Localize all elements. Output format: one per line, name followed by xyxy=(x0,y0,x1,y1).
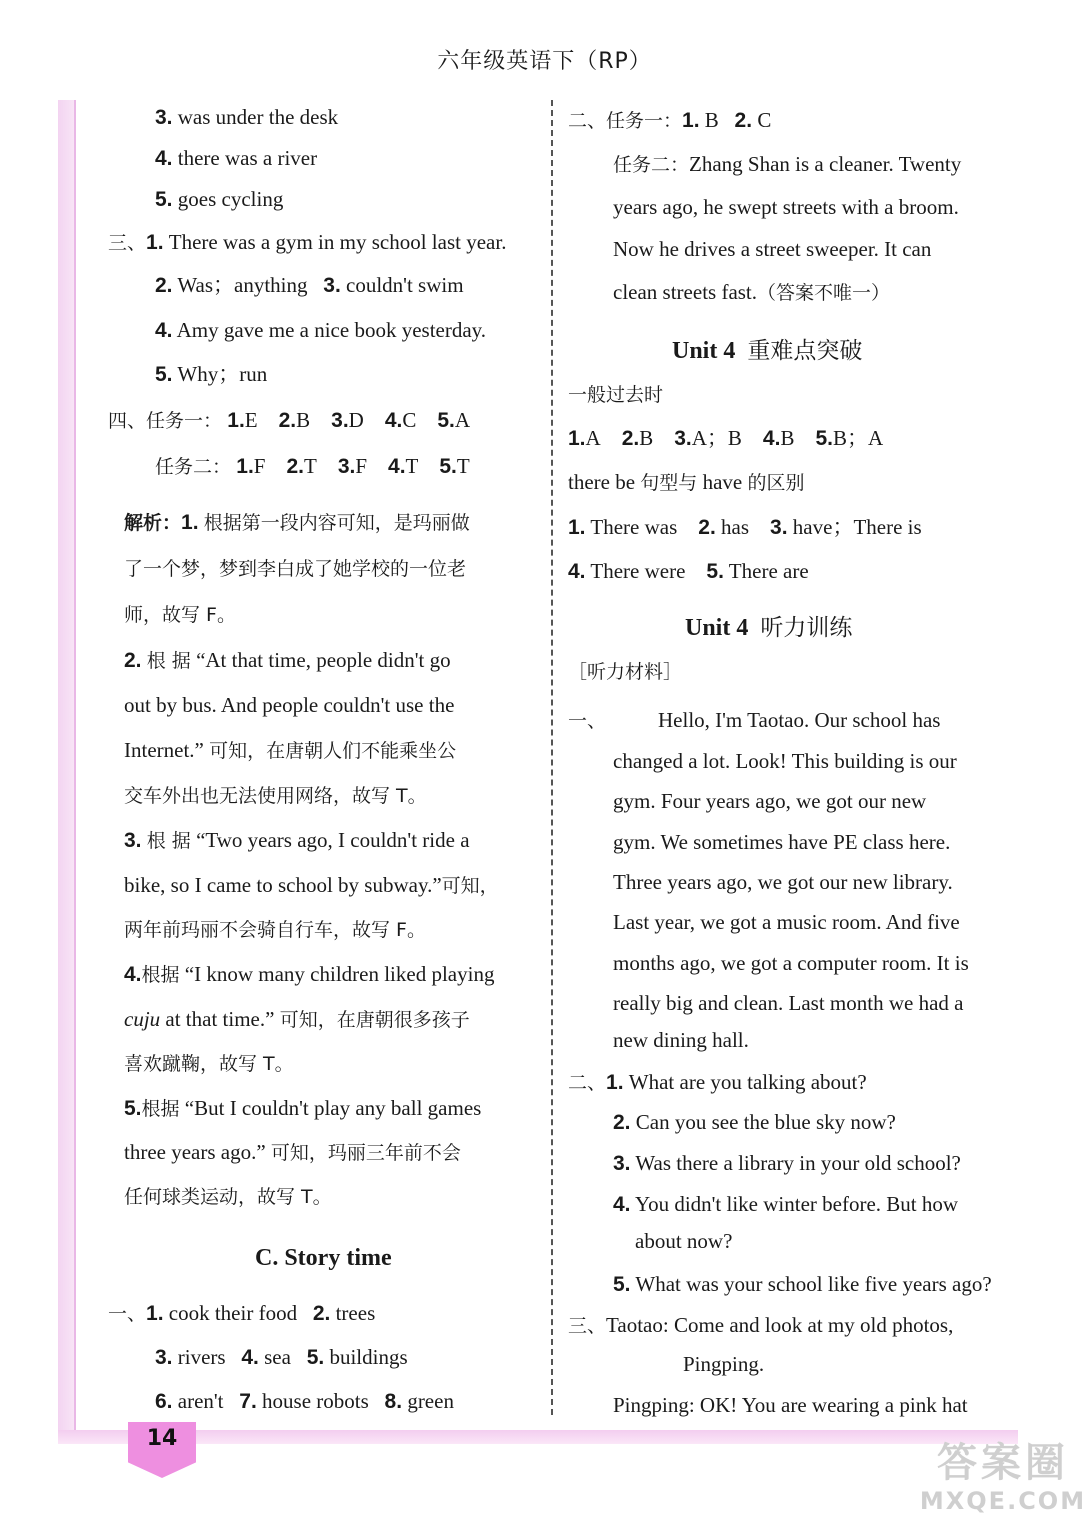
section-three: 三、1. There was a gym in my school last year. xyxy=(108,230,507,254)
listening-dialogue-line: Pingping. xyxy=(683,1352,765,1376)
listening-section-one-mark: 一、 xyxy=(568,710,607,732)
listening-question: 2. Can you see the blue sky now? xyxy=(613,1110,896,1134)
analysis-line: 交车外出也无法使用网络，故写 T。 xyxy=(124,785,427,807)
analysis-line: bike, so I came to school by subway.”可知， xyxy=(124,873,499,897)
listening-text-line: gym. Four years ago, we got our new xyxy=(613,789,927,813)
analysis-line: three years ago.” 可知，玛丽三年前不会 xyxy=(124,1140,461,1164)
unit4-key-points-heading: Unit 4 重难点突破 xyxy=(672,338,863,364)
listening-question: 5. What was your school like five years ago? xyxy=(613,1272,992,1296)
section-four-task-one: 四、任务一： 1.E 2.B 3.D 4.C 5.A xyxy=(108,408,471,432)
past-tense-answers: 1.A 2.B 3.A；B 4.B 5.B；A xyxy=(568,426,884,450)
listening-section-two: 二、1. What are you talking about? xyxy=(568,1070,867,1094)
analysis-line: 3. 根 据 “Two years ago, I couldn't ride a xyxy=(124,828,470,852)
analysis-line: Internet.” 可知，在唐朝人们不能乘坐公 xyxy=(124,738,457,762)
answer-line: 4. Amy gave me a nice book yesterday. xyxy=(155,318,487,342)
section-four-task-two: 任务二： 1.F 2.T 3.F 4.T 5.T xyxy=(155,454,470,478)
answer-line: Now he drives a street sweeper. It can xyxy=(613,237,932,261)
listening-text-line: changed a lot. Look! This building is our xyxy=(613,749,957,773)
analysis-line: 4.根据 “I know many children liked playing xyxy=(124,962,495,986)
there-be-answers: 1. There was 2. has 3. have；There is xyxy=(568,515,922,539)
watermark-logo: 答案圈 MXQE.COM xyxy=(919,1440,1087,1515)
left-margin-band xyxy=(58,100,74,1430)
section-two-task-two: 任务二：Zhang Shan is a cleaner. Twenty xyxy=(613,152,962,176)
there-be-heading: there be 句型与 have 的区别 xyxy=(568,470,805,494)
story-answers-line: 3. rivers 4. sea 5. buildings xyxy=(155,1345,408,1369)
listening-text-line: really big and clean. Last month we had a xyxy=(613,991,964,1015)
analysis-line: 2. 根 据 “At that time, people didn't go xyxy=(124,648,451,672)
answer-line: 2. Was；anything 3. couldn't swim xyxy=(155,273,464,297)
past-tense-heading: 一般过去时 xyxy=(568,384,664,406)
analysis-line: 师，故写 F。 xyxy=(124,604,236,626)
story-answers-line: 一、1. cook their food 2. trees xyxy=(108,1301,376,1325)
left-margin-line xyxy=(74,100,76,1430)
analysis-line: 了一个梦，梦到李白成了她学校的一位老 xyxy=(124,558,467,580)
answer-line: 4. there was a river xyxy=(155,146,318,170)
listening-text-line: new dining hall. xyxy=(613,1028,749,1052)
answer-line: 5. Why；run xyxy=(155,362,268,386)
page-number: 14 xyxy=(146,1426,178,1451)
answer-line: years ago, he swept streets with a broom. xyxy=(613,195,959,219)
listening-material-label: ［听力材料］ xyxy=(568,661,683,683)
listening-question: about now? xyxy=(635,1229,733,1253)
analysis-line: 喜欢蹴鞠，故写 T。 xyxy=(124,1053,294,1075)
answer-line: 3. was under the desk xyxy=(155,105,339,129)
unit4-listening-heading: Unit 4 听力训练 xyxy=(685,615,853,641)
listening-text-line: months ago, we got a computer room. It is xyxy=(613,951,969,975)
analysis-line: 两年前玛丽不会骑自行车，故写 F。 xyxy=(124,919,426,941)
listening-text-line: gym. We sometimes have PE class here. xyxy=(613,830,951,854)
analysis-line: out by bus. And people couldn't use the xyxy=(124,693,455,717)
footer-band xyxy=(58,1430,1018,1444)
listening-question: 4. You didn't like winter before. But how xyxy=(613,1192,959,1216)
listening-text-line: Last year, we got a music room. And five xyxy=(613,910,960,934)
analysis-line: cuju at that time.” 可知，在唐朝很多孩子 xyxy=(124,1007,470,1031)
listening-text-line: Three years ago, we got our new library. xyxy=(613,870,953,894)
section-two-task-one: 二、任务一：1. B 2. C xyxy=(568,108,772,132)
listening-section-three: 三、Taotao: Come and look at my old photos, xyxy=(568,1313,954,1337)
listening-text-line: Hello, I'm Taotao. Our school has xyxy=(658,708,941,732)
column-divider xyxy=(551,100,553,1415)
answer-line: clean streets fast.（答案不唯一） xyxy=(613,280,891,304)
page-header: 六年级英语下（RP） xyxy=(437,49,652,74)
there-be-answers: 4. There were 5. There are xyxy=(568,559,809,583)
analysis-line: 5.根据 “But I couldn't play any ball games xyxy=(124,1096,482,1120)
listening-question: 3. Was there a library in your old school? xyxy=(613,1151,961,1175)
answer-line: 5. goes cycling xyxy=(155,187,284,211)
story-answers-line: 6. aren't 7. house robots 8. green xyxy=(155,1389,454,1413)
analysis-line: 任何球类运动，故写 T。 xyxy=(124,1186,332,1208)
analysis-line: 解析：1. 根据第一段内容可知，是玛丽做 xyxy=(124,511,470,534)
story-time-heading: C. Story time xyxy=(255,1245,392,1271)
listening-dialogue-line: Pingping: OK! You are wearing a pink hat xyxy=(613,1393,968,1417)
